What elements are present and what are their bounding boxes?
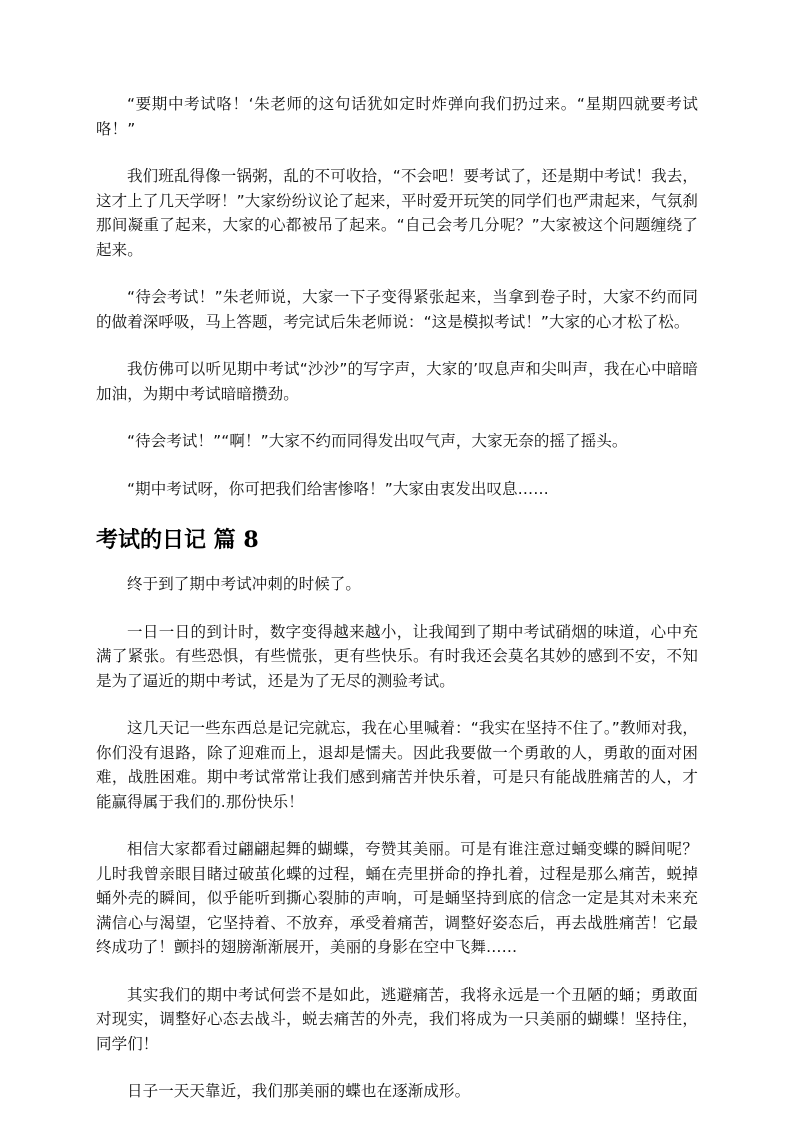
section-heading: 考试的日记 篇 8 <box>96 527 259 553</box>
paragraph: 其实我们的期中考试何尝不是如此，逃避痛苦，我将永远是一个丑陋的蛹；勇敢面对现实，调整好心态去战斗，蜕去痛苦的外壳，我们将成为一只美丽的蝴蝶！坚持住，同学们！ <box>96 985 698 1053</box>
paragraph: 我仿佛可以听见期中考试“沙沙”的写字声，大家的’叹息声和尖叫声，我在心中暗暗加油，为期中考试暗暗攒劲。 <box>96 360 698 403</box>
paragraph: “要期中考试咯！‘朱老师的这句话犹如定时炸弹向我们扔过来。“星期四就要考试咯！” <box>96 95 698 138</box>
document-body <box>96 92 698 1127</box>
paragraph: 相信大家都看过翩翩起舞的蝴蝶，夸赞其美丽。可是有谁注意过蛹变蝶的瞬间呢？儿时我曾亲眼目睹过破茧化蝶的过程，蛹在壳里拼命的挣扎着，过程是那么痛苦，蜕掉蛹外壳的瞬间，似乎能听到撕心裂肺的声响，可是蛹坚持到底的信念一定是其对未来充满信心与渴望，它坚持着、不放弃，承受着痛苦，调整好姿态后，再去战胜痛苦！它最终成功了！颤抖的翅膀渐渐展开，美丽的身影在空中飞舞…… <box>96 840 698 956</box>
paragraph: 终于到了期中考试冲刺的时候了。 <box>127 575 362 593</box>
paragraph: “待会考试！”朱老师说，大家一下子变得紧张起来，当拿到卷子时，大家不约而同的做着深呼吸，马上答题，考完试后朱老师说：“这是模拟考试！”大家的心才松了松。 <box>96 288 698 331</box>
paragraph: 日子一天天靠近，我们那美丽的蝶也在逐渐成形。 <box>127 1082 471 1100</box>
paragraph: 一日一日的到计时，数字变得越来越小，让我闻到了期中考试硝烟的味道，心中充满了紧张。有些恐惧，有些慌张，更有些快乐。有时我还会莫名其妙的感到不安，不知是为了逼近的期中考试，还是为了无尽的测验考试。 <box>96 622 698 690</box>
paragraph: 我们班乱得像一锅粥，乱的不可收拾，“不会吧！要考试了，还是期中考试！我去，这才上了几天学呀！”大家纷纷议论了起来，平时爱开玩笑的同学们也严肃起来，气氛刹那间凝重了起来，大家的心都被吊了起来。“自己会考几分呢？”大家被这个问题缠绕了起来。 <box>96 167 698 259</box>
paragraph: “待会考试！”“啊！”大家不约而同得发出叹气声，大家无奈的摇了摇头。 <box>127 432 628 450</box>
paragraph: “期中考试呀，你可把我们给害惨咯！”大家由衷发出叹息…… <box>127 479 549 498</box>
paragraph: 这几天记一些东西总是记完就忘，我在心里喊着：“我实在坚持不住了。”教师对我，你们没有退路，除了迎难而上，退却是懦夫。因此我要做一个勇敢的人，勇敢的面对困难，战胜困难。期中考试常常让我们感到痛苦并快乐着，可是只有能战胜痛苦的人，才能赢得属于我们的.那份快乐！ <box>96 719 698 811</box>
